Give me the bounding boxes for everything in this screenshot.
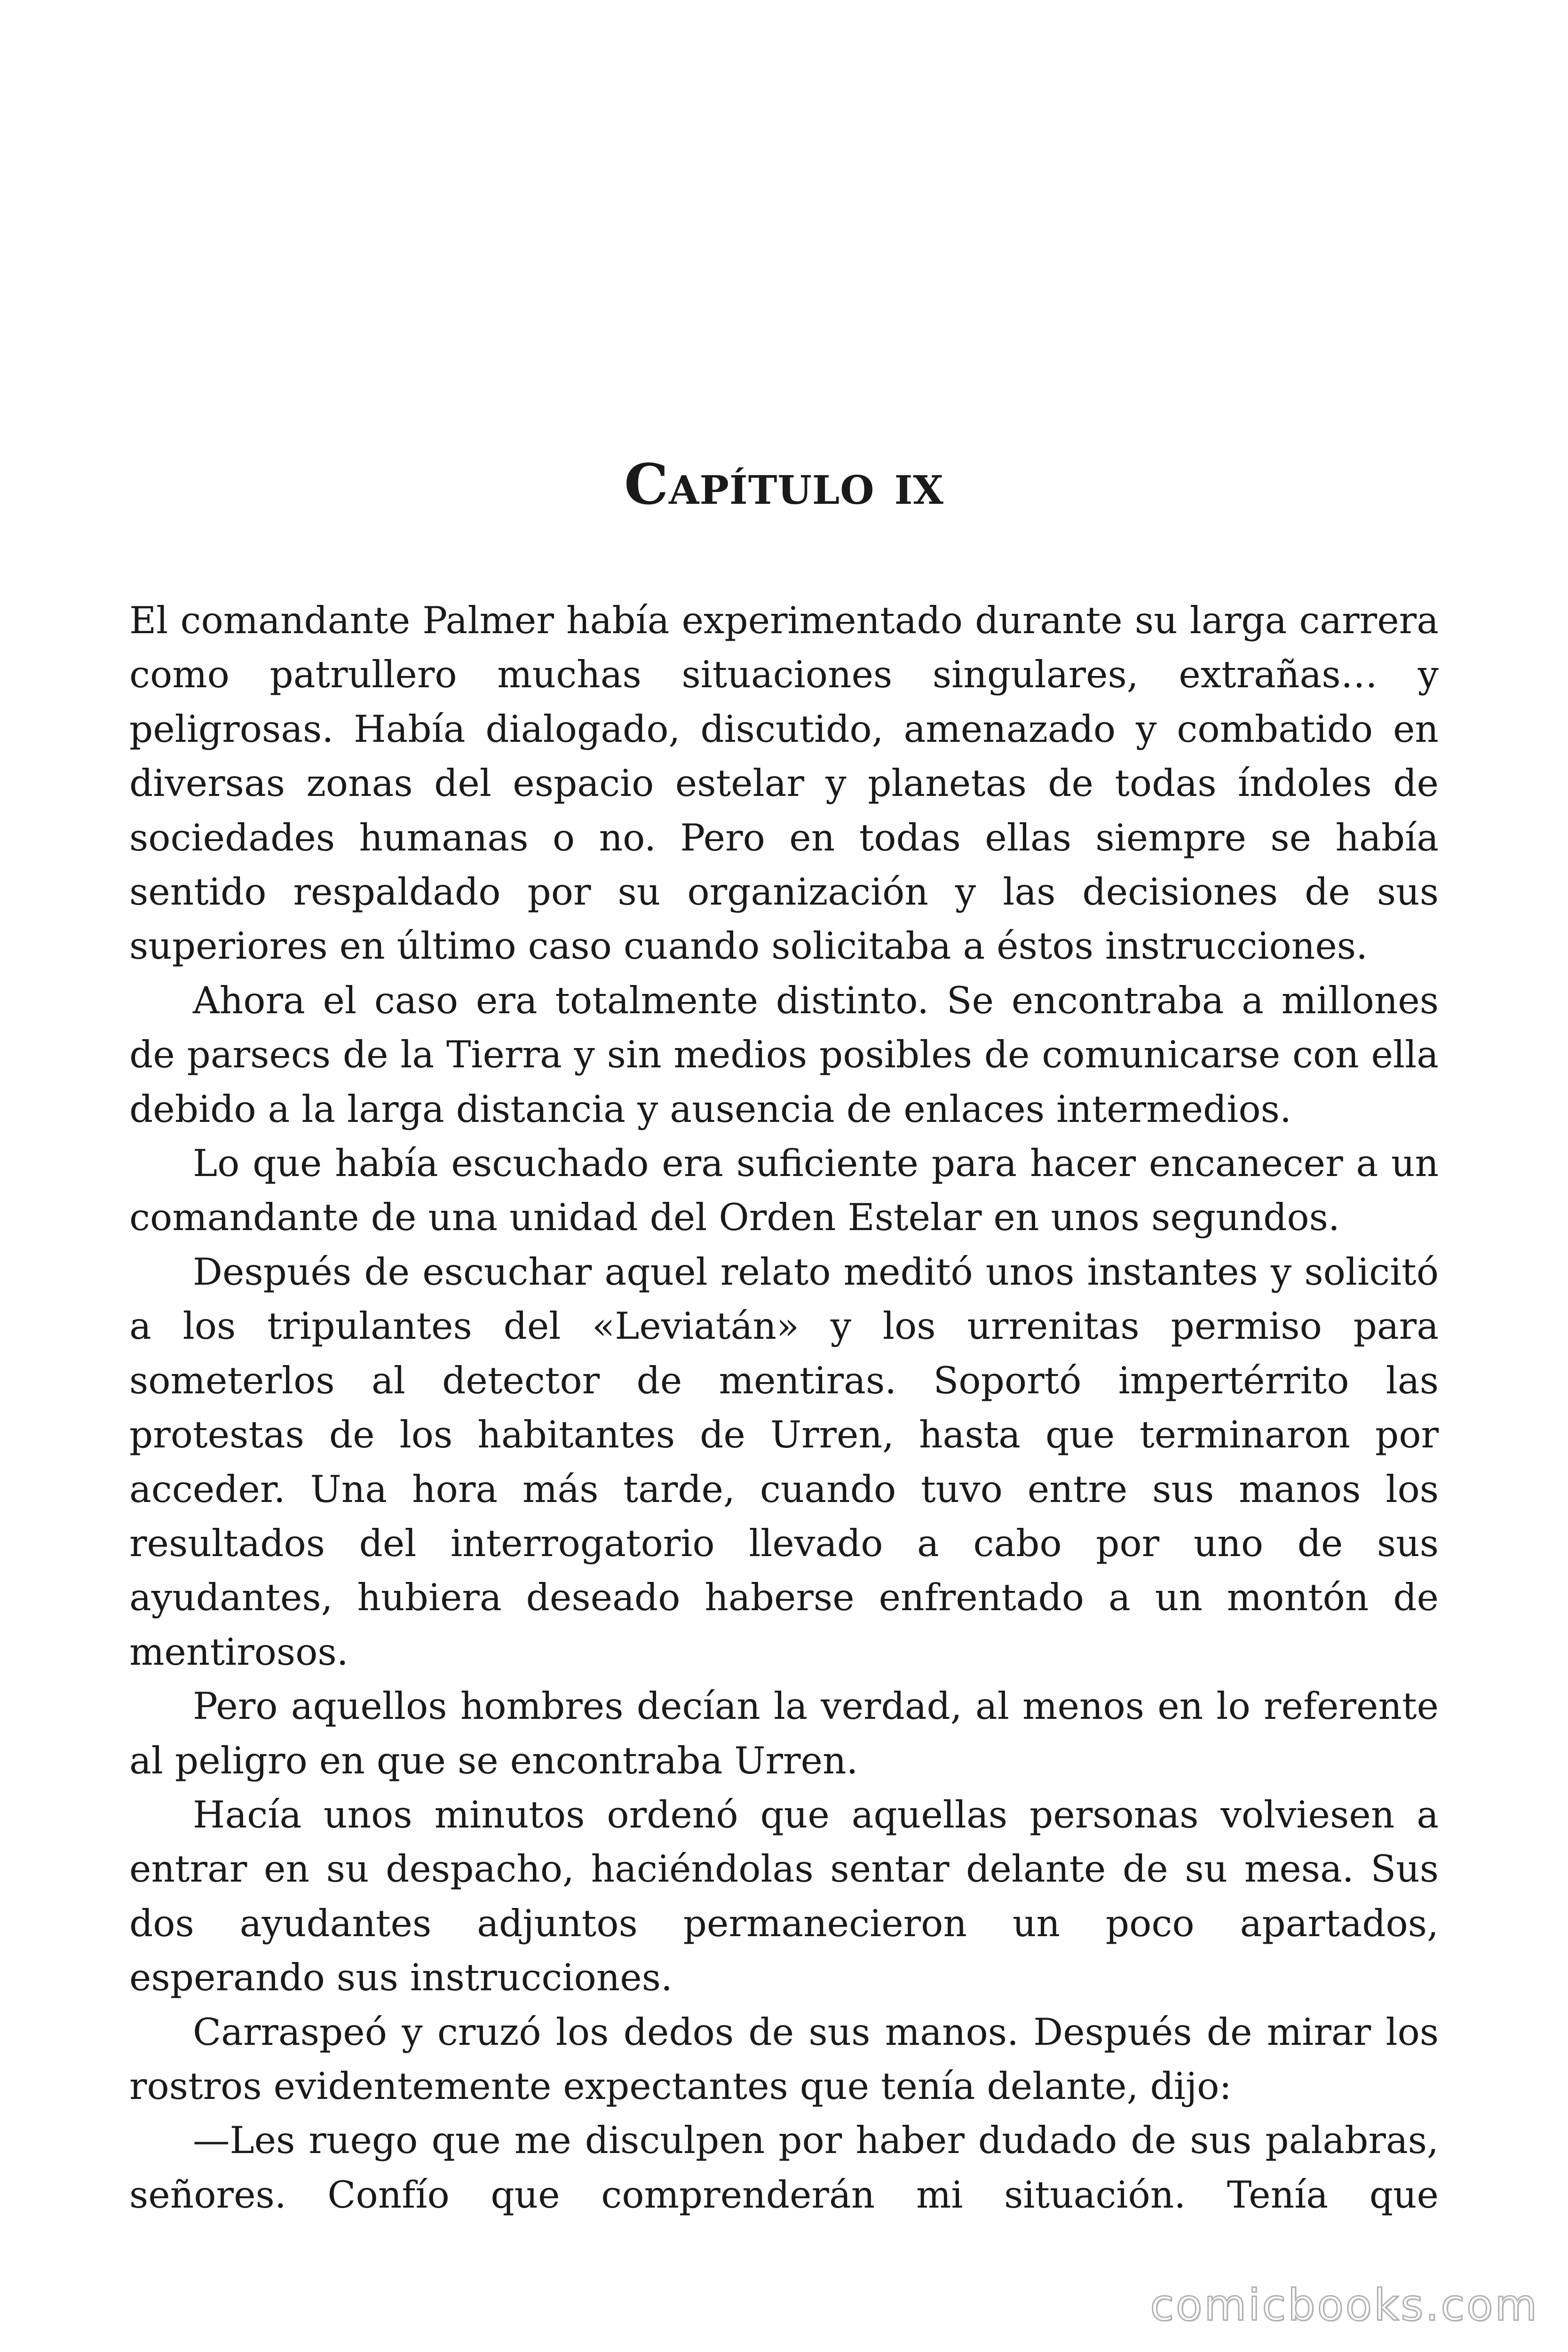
chapter-body <box>129 594 1439 2222</box>
watermark: comicbooks.com <box>1150 2280 1539 2330</box>
paragraph-1: El comandante Palmer había experimentado durante su larga carrera como patrullero muchas situaciones singulares, extrañas… y peligrosas. Había dialogado, discutido, amenazado y combatido en diversas zonas del espacio estelar y planetas de todas índoles de sociedades humanas o no. Pero en todas ellas siempre se había sentido respaldado por su organización y las decisiones de sus superiores en último caso cuando solicitaba a éstos instrucciones. <box>129 599 1439 968</box>
paragraph-2: Ahora el caso era totalmente distinto. Se encontraba a millones de parsecs de la Tierra y sin medios posibles de comunicarse con ella debido a la larga distancia y ausencia de enlaces intermedios. <box>129 978 1439 1131</box>
paragraph-4: Después de escuchar aquel relato meditó unos instantes y solicitó a los tripulantes del «Leviatán» y los urrenitas permiso para someterlos al detector de mentiras. Soportó impertérrito las protestas de los habitantes de Urren, hasta que terminaron por acceder. Una hora más tarde, cuando tuvo entre sus manos los resultados del interrogatorio llevado a cabo por uno de sus ayudantes, hubiera deseado haberse enfrentado a un montón de mentirosos. <box>129 1250 1439 1674</box>
paragraph-7: Carraspeó y cruzó los dedos de sus manos. Después de mirar los rostros evidentemente expectantes que tenía delante, dijo: <box>129 2010 1439 2108</box>
paragraph-5: Pero aquellos hombres decían la verdad, al menos en lo referente al peligro en que se encontraba Urren. <box>129 1685 1439 1782</box>
chapter-title: Capítulo ix <box>624 452 944 517</box>
paragraph-3: Lo que había escuchado era suficiente para hacer encanecer a un comandante de una unidad del Orden Estelar en unos segundos. <box>129 1142 1439 1240</box>
paragraph-6: Hacía unos minutos ordenó que aquellas personas volviesen a entrar en su despacho, haciéndolas sentar delante de su mesa. Sus dos ayudantes adjuntos permanecieron un poco apartados, esperando sus instrucciones. <box>129 1793 1439 2000</box>
paragraph-8: —Les ruego que me disculpen por haber dudado de sus palabras, señores. Confío que comprenderán mi situación. Tenía que <box>129 2119 1439 2217</box>
